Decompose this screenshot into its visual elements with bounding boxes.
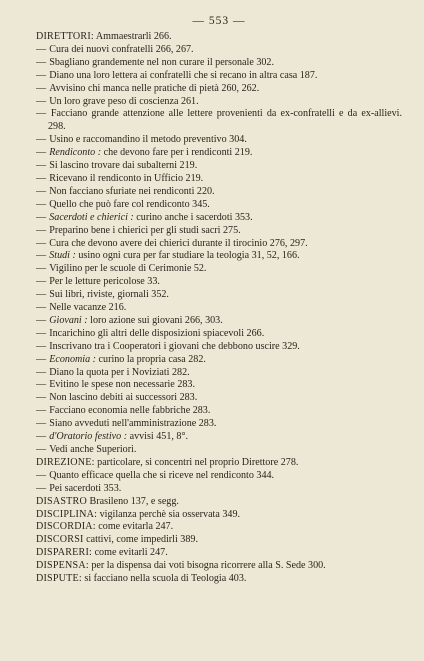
entry-subheading: d'Oratorio festivo : <box>49 431 128 443</box>
entry-text: avvisi 451, 8°. <box>127 431 189 443</box>
entry-dash: — <box>36 160 50 172</box>
index-sub-entry <box>36 186 402 199</box>
index-sub-entry <box>36 470 402 483</box>
entry-text: come evitarli 247. <box>92 547 168 559</box>
entry-text: Cura dei nuovi confratelli 266, 267. <box>49 43 194 55</box>
entry-text: Diano la quota per i Noviziati 282. <box>49 366 190 378</box>
index-sub-entry <box>36 328 402 341</box>
index-heading-entry <box>36 509 402 522</box>
index-sub-entry <box>36 431 402 444</box>
index-sub-entry <box>36 173 402 186</box>
index-sub-entry <box>36 418 402 431</box>
index-sub-entry <box>36 367 402 380</box>
index-heading-entry <box>36 457 402 470</box>
entry-text: Quello che può fare col rendiconto 345. <box>49 198 210 210</box>
entry-text: come evitarla 247. <box>95 521 174 533</box>
entry-subheading: Rendiconto : <box>49 147 102 159</box>
entry-headword: DIRETTORI: <box>36 31 94 42</box>
entry-text: Inscrivano tra i Cooperatori i giovani che debbono uscire 329. <box>49 340 300 352</box>
index-sub-entry <box>36 134 402 147</box>
index-heading-entry <box>36 31 402 44</box>
entry-text: Avvisino chi manca nelle pratiche di pietà 260, 262. <box>49 82 260 94</box>
entry-text: Si lascino trovare dai subalterni 219. <box>49 160 198 172</box>
index-heading-entry <box>36 534 402 547</box>
entry-dash: — <box>36 108 51 120</box>
index-sub-entry <box>36 57 402 70</box>
entry-text: Non facciano sfuriate nei rendiconti 220. <box>49 185 215 197</box>
index-sub-entry <box>36 379 402 392</box>
entry-text: particolare, si concentri nel proprio Direttore 278. <box>94 456 299 468</box>
entry-text: Ammaestrarli 266. <box>93 31 172 42</box>
entry-text: Un loro grave peso di coscienza 261. <box>49 95 199 107</box>
index-sub-entry <box>36 405 402 418</box>
index-heading-entry <box>36 496 402 509</box>
entry-dash: — <box>36 327 50 339</box>
entry-text: Vigilino per le scuole di Cerimonie 52. <box>49 263 207 275</box>
index-heading-entry <box>36 521 402 534</box>
entry-text: Non lascino debiti ai successori 283. <box>49 392 198 404</box>
index-heading-entry <box>36 560 402 573</box>
entry-dash: — <box>36 69 50 81</box>
index-sub-entry <box>36 225 402 238</box>
entry-dash: — <box>36 237 50 249</box>
index-sub-entry <box>36 341 402 354</box>
entry-text: Ricevano il rendiconto in Ufficio 219. <box>49 172 204 184</box>
entry-dash: — <box>36 431 50 443</box>
entry-text: Sui libri, riviste, giornali 352. <box>49 289 169 301</box>
entry-headword: DISCIPLINA: <box>36 508 98 520</box>
entry-text: Usino e raccomandino il metodo preventivo 304. <box>49 134 247 146</box>
entry-dash: — <box>36 43 50 55</box>
index-sub-entry <box>36 289 402 302</box>
entry-dash: — <box>36 276 50 288</box>
entry-dash: — <box>36 469 50 481</box>
index-sub-entry <box>36 83 402 96</box>
entry-dash: — <box>36 147 50 159</box>
index-sub-entry <box>36 315 402 328</box>
entry-dash: — <box>36 172 50 184</box>
entry-dash: — <box>36 185 50 197</box>
entry-dash: — <box>36 314 50 326</box>
entry-text: Brasileno 137, e segg. <box>86 495 179 507</box>
entry-dash: — <box>36 56 50 68</box>
entry-text: Diano una loro lettera ai confratelli che si recano in altra casa 187. <box>49 69 318 81</box>
entry-dash: — <box>36 198 50 210</box>
entry-text: Pei sacerdoti 353. <box>49 482 122 494</box>
index-sub-entry <box>36 302 402 315</box>
entry-text: curino la propria casa 282. <box>96 353 206 365</box>
entry-text: Preparino bene i chierici per gli studi sacri 275. <box>49 224 241 236</box>
index-sub-entry <box>36 70 402 83</box>
page-number: — 553 — <box>192 15 246 27</box>
entry-text: usino ogni cura per far studiare la teologia 31, 52, 166. <box>75 250 300 262</box>
entry-dash: — <box>36 95 50 107</box>
index-sub-entry <box>36 250 402 263</box>
entry-text: vigilanza perchè sia osservata 349. <box>97 508 241 520</box>
entry-dash: — <box>36 392 50 404</box>
entry-text: Facciano grande attenzione alle lettere provenienti da ex-confratelli e da ex-allievi. 298. <box>48 108 402 133</box>
entry-dash: — <box>36 134 50 146</box>
entry-dash: — <box>36 482 50 494</box>
index-sub-entry <box>36 276 402 289</box>
entry-dash: — <box>36 211 50 223</box>
entry-text: Evitino le spese non necessarie 283. <box>49 379 195 391</box>
index-sub-entry <box>36 108 402 134</box>
index-sub-entry <box>36 354 402 367</box>
entry-text: loro azione sui giovani 266, 303. <box>87 314 223 326</box>
entry-headword: DISASTRO <box>36 495 87 507</box>
entry-dash: — <box>36 418 50 430</box>
entry-text: Cura che devono avere dei chierici durante il tirocinio 276, 297. <box>49 237 308 249</box>
entry-subheading: Studi : <box>49 250 76 262</box>
index-sub-entry <box>36 212 402 225</box>
index-sub-entry <box>36 96 402 109</box>
entry-headword: DISCORSI <box>36 534 84 546</box>
entry-text: Nelle vacanze 216. <box>49 302 127 314</box>
index-heading-entry <box>36 573 402 586</box>
entry-dash: — <box>36 379 50 391</box>
entry-subheading: Sacerdoti e chierici : <box>49 211 134 223</box>
index-sub-entry <box>36 392 402 405</box>
entry-dash: — <box>36 82 50 94</box>
entry-dash: — <box>36 366 50 378</box>
entry-text: Siano avveduti nell'amministrazione 283. <box>49 418 217 430</box>
entry-text: Sbagliano grandemente nel non curare il personale 302. <box>49 56 275 68</box>
entry-headword: DISPARERI: <box>36 547 93 559</box>
entry-dash: — <box>36 444 50 455</box>
index-sub-entry <box>36 160 402 173</box>
entry-text: Per le letture pericolose 33. <box>49 276 160 288</box>
entry-text: che devono fare per i rendiconti 219. <box>101 147 253 159</box>
entry-dash: — <box>36 405 50 417</box>
entry-dash: — <box>36 353 50 365</box>
index-sub-entry <box>36 238 402 251</box>
index-sub-entry <box>36 444 402 457</box>
index-sub-entry <box>36 263 402 276</box>
entry-subheading: Economia : <box>49 353 97 365</box>
entry-headword: DISCORDIA: <box>36 521 96 533</box>
entry-text: si facciano nella scuola di Teologia 403. <box>81 573 247 585</box>
entry-text: Incarichino gli altri delle disposizioni spiacevoli 266. <box>49 327 265 339</box>
entry-headword: DISPUTE: <box>36 573 82 585</box>
entry-headword: DISPENSA: <box>36 560 89 572</box>
index-entries <box>36 31 402 586</box>
entry-dash: — <box>36 250 50 262</box>
entry-dash: — <box>36 289 50 301</box>
entry-text: Vedi anche Superiori. <box>49 444 137 455</box>
entry-text: cattivi, come impedirli 389. <box>83 534 198 546</box>
entry-text: Facciano economia nelle fabbriche 283. <box>49 405 211 417</box>
entry-dash: — <box>36 302 50 314</box>
index-heading-entry <box>36 547 402 560</box>
entry-dash: — <box>36 263 50 275</box>
entry-headword: DIREZIONE: <box>36 456 95 468</box>
entry-subheading: Giovani : <box>49 314 88 326</box>
entry-dash: — <box>36 224 50 236</box>
index-sub-entry <box>36 44 402 57</box>
index-sub-entry <box>36 199 402 212</box>
entry-text: per la dispensa dai voti bisogna ricorrere alla S. Sede 300. <box>88 560 326 572</box>
index-sub-entry <box>36 483 402 496</box>
index-sub-entry <box>36 147 402 160</box>
entry-text: curino anche i sacerdoti 353. <box>133 211 253 223</box>
entry-text: Quanto efficace quella che si riceve nel rendiconto 344. <box>49 469 275 481</box>
entry-dash: — <box>36 340 50 352</box>
